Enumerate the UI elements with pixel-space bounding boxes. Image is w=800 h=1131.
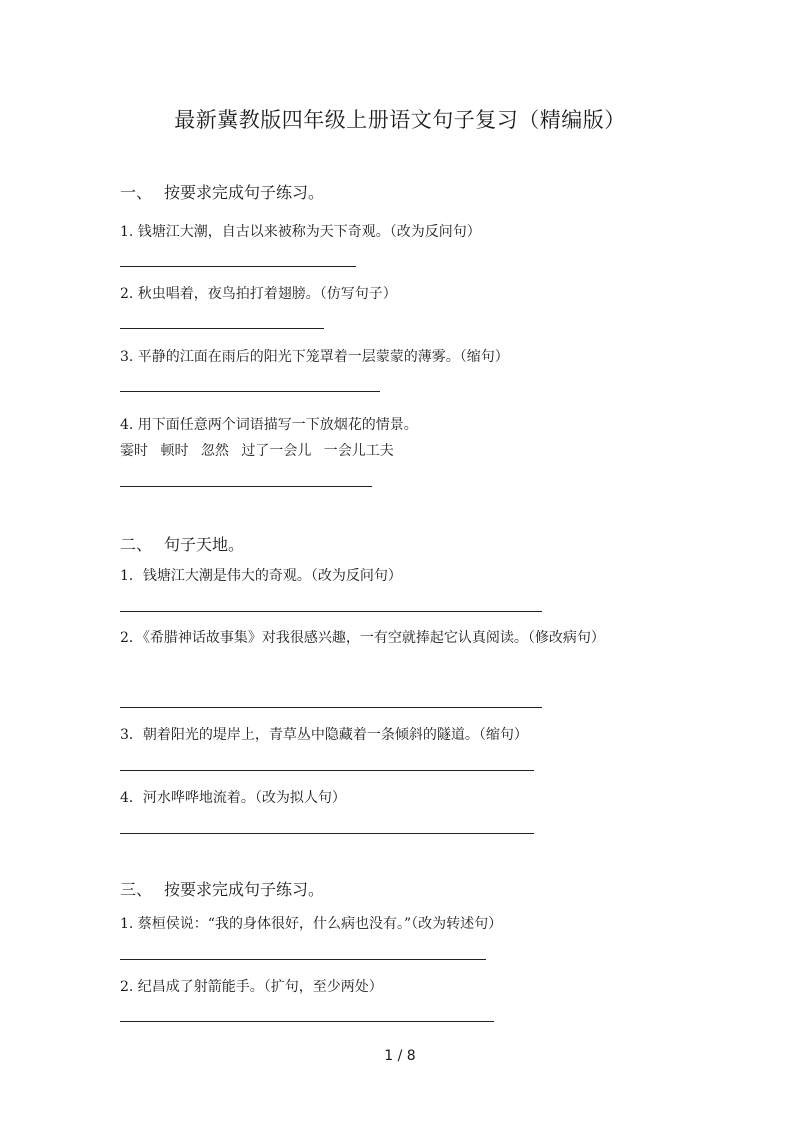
section-number: 一、 bbox=[120, 183, 153, 202]
section-number: 二、 bbox=[120, 535, 153, 554]
question-3-2: 2. 纪昌成了射箭能手。（扩句，至少两处） bbox=[120, 979, 383, 995]
section-title: 句子天地。 bbox=[164, 535, 245, 554]
section-title: 按要求完成句子练习。 bbox=[164, 183, 325, 202]
question-2-2: 2．《希腊神话故事集》对我很感兴趣，一有空就捧起它认真阅读。（修改病句） bbox=[120, 630, 605, 646]
answer-line bbox=[120, 1021, 494, 1022]
answer-line bbox=[120, 266, 356, 267]
answer-line bbox=[120, 391, 380, 392]
section-number: 三、 bbox=[120, 880, 153, 899]
question-2-1: 1．钱塘江大潮是伟大的奇观。（改为反问句） bbox=[120, 568, 402, 584]
question-1-3: 3. 平静的江面在雨后的阳光下笼罩着一层蒙蒙的薄雾。（缩句） bbox=[120, 349, 509, 365]
question-2-3: 3．朝着阳光的堤岸上，青草丛中隐藏着一条倾斜的隧道。（缩句） bbox=[120, 727, 528, 743]
answer-line bbox=[120, 959, 486, 960]
answer-line bbox=[120, 707, 542, 708]
word-list: 霎时 顿时 忽然 过了一会儿 一会儿工夫 bbox=[120, 443, 394, 459]
question-1-1: 1. 钱塘江大潮，自古以来被称为天下奇观。（改为反问句） bbox=[120, 224, 481, 240]
question-1-4: 4. 用下面任意两个词语描写一下放烟花的情景。 bbox=[120, 417, 418, 433]
question-1-2: 2. 秋虫唱着，夜鸟拍打着翅膀。（仿写句子） bbox=[120, 286, 397, 302]
section-3-heading bbox=[120, 877, 324, 900]
answer-line bbox=[120, 611, 542, 612]
section-title: 按要求完成句子练习。 bbox=[164, 880, 325, 899]
page-title: 最新冀教版四年级上册语文句子复习（精编版） bbox=[174, 108, 626, 132]
answer-line bbox=[120, 328, 324, 329]
page-number: 1 / 8 bbox=[384, 1048, 416, 1064]
section-2-heading bbox=[120, 532, 244, 555]
question-2-4: 4．河水哗哗地流着。（改为拟人句） bbox=[120, 790, 346, 806]
answer-line bbox=[120, 770, 534, 771]
question-3-1: 1. 蔡桓侯说：“我的身体很好，什么病也没有。”（改为转述句） bbox=[120, 916, 503, 932]
section-1-heading bbox=[120, 180, 324, 203]
answer-line bbox=[120, 486, 372, 487]
answer-line bbox=[120, 833, 534, 834]
